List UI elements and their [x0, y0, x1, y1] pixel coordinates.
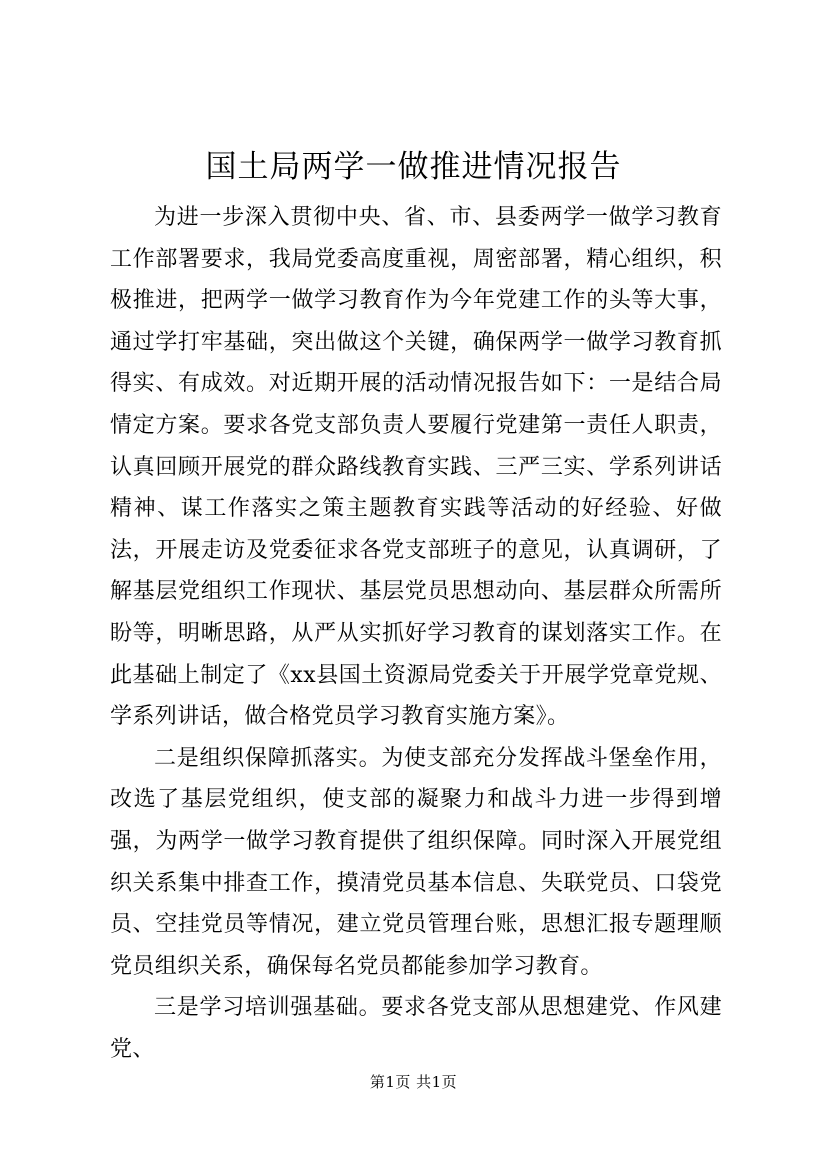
paragraph: 为进一步深入贯彻中央、省、市、县委两学一做学习教育工作部署要求，我局党委高度重视，周密部署，精心组织，积极推进，把两学一做学习教育作为今年党建工作的头等大事，通过学打牢基础，突出做这个关键，确保两学一做学习教育抓得实、有成效。对近期开展的活动情况报告如下：一是结合局情定方案。要求各党支部负责人要履行党建第一责任人职责，认真回顾开展党的群众路线教育实践、三严三实、学系列讲话精神、谋工作落实之策主题教育实践等活动的好经验、好做法，开展走访及党委征求各党支部班子的意见，认真调研，了解基层党组织工作现状、基层党员思想动向、基层群众所需所盼等，明晰思路，从严从实抓好学习教育的谋划落实工作。在此基础上制定了《xx县国土资源局党委关于开展学党章党规、学系列讲话，做合格党员学习教育实施方案》。: [110, 205, 722, 730]
document-body: [110, 197, 722, 1070]
paragraph: 三是学习培训强基础。要求各党支部从思想建党、作风建党、: [110, 995, 722, 1062]
paragraph: 二是组织保障抓落实。为使支部充分发挥战斗堡垒作用，改选了基层党组织，使支部的凝聚力和战斗力进一步得到增强，为两学一做学习教育提供了组织保障。同时深入开展党组织关系集中排查工作，摸清党员基本信息、失联党员、口袋党员、空挂党员等情况，建立党员管理台账，思想汇报专题理顺党员组织关系，确保每名党员都能参加学习教育。: [110, 745, 722, 979]
document-title: 国土局两学一做推进情况报告: [205, 149, 622, 185]
page-footer: 第1页 共1页: [369, 1073, 458, 1091]
